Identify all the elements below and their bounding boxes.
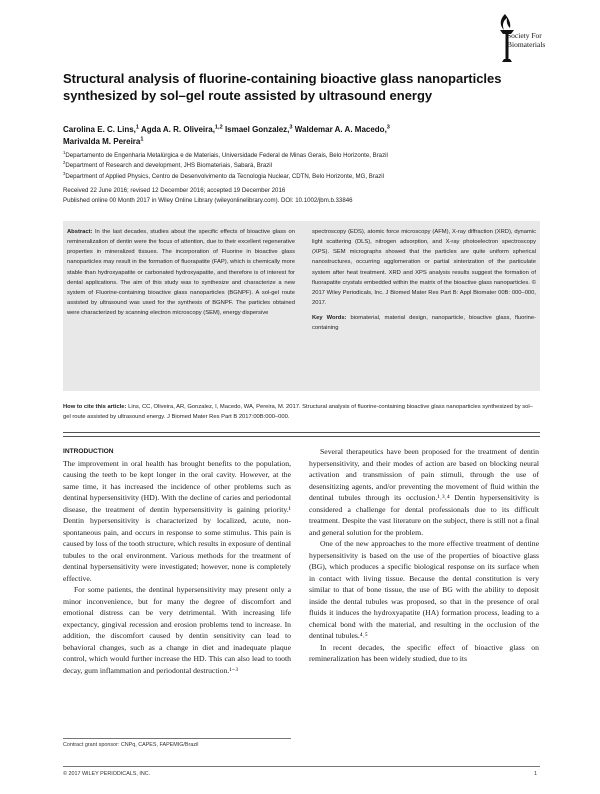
paragraph: In recent decades, the specific effect of bioactive glass on remineralization has been widely studied, due to its bbox=[309, 642, 539, 663]
author: Waldemar A. A. Macedo,$^3$ bbox=[294, 124, 390, 134]
introduction-heading: INTRODUCTION bbox=[63, 448, 114, 455]
body-left-column bbox=[63, 446, 291, 676]
society-name bbox=[507, 32, 577, 49]
section-divider bbox=[63, 432, 540, 433]
article-history bbox=[63, 186, 541, 207]
logo-line-2: Biomaterials bbox=[507, 39, 546, 49]
keywords-label: Key Words: bbox=[312, 315, 347, 322]
affiliation-line: $^2$Department of Research and development, JHS Biomateriais, Sabará, Brazil bbox=[63, 160, 272, 170]
affiliation-line: $^3$Department of Applied Physics, Centro de Desenvolvimento da Tecnologia Nuclear, CDTN, Belo Horizonte, MG, Brazil bbox=[63, 170, 384, 180]
footer-divider bbox=[63, 766, 540, 767]
abstract-text-left: In the last decades, studies about the specific effects of bioactive glass on remineralization of dentin were the focus of attention, due to their excellent regenerative properties in mineralized tissues. The incorporation of Fluorine in bioactive glass nanoparticles may result in the formation of fluorapatite (FAP), which is chemically more stable than hydroxyapatite or carbonated hydroxyapatite, and therefore is of interest for dental applications. The aim of this study was to synthesize and characterize a new system of Fluorine-containing bioactive glass nanoparticles (BGNPF). A sol-gel route assisted by ultrasound was used for the synthesis of BGNPF. The particles obtained were characterized by scanning electron microscopy (SEM), energy dispersive bbox=[67, 229, 295, 317]
copyright-footer: © 2017 WILEY PERIODICALS, INC. bbox=[63, 771, 151, 777]
citation-label: How to cite this article: bbox=[63, 404, 127, 410]
citation-text: Lins, CC, Oliveira, AR, Gonzalez, I, Macedo, WA, Pereira, M. 2017. Structural analysis of fluorine-containing bioactive glass nanoparticles synthesized by sol–gel route assisted by ultrasound energy. J Biomed Mater Res Part B 2017:00B:000–000. bbox=[63, 404, 533, 420]
logo-line-1: Society For bbox=[507, 31, 542, 40]
paragraph: For some patients, the dentinal hypersensitivity may present only a minor inconvenience, but for many the degree of discomfort and emotional distress can be very detrimental. With increasing life expectancy, gingival recession and erosion problems tend to increase. In addition, the discomfort caused by dentin sensitivity can lead to behavioral changes, such as a change in diet and inadequate plaque control, which would further increase the HD. This can also lead to tooth decay, gum inflammation and periodontal destruction.¹⁻³ bbox=[63, 585, 291, 675]
keywords bbox=[312, 313, 536, 333]
paragraph: The improvement in oral health has brought benefits to the population, causing the teeth to be kept longer in the oral cavity. However, at the same time, it has increased the incidence of other problems such as dentinal hypersensitivity (HD). With the decline of caries and periodontal disease, the treatment of dentin hypersensitivity is gaining priority.¹ Dentin hypersensitivity is characterized by localized, acute, non-spontaneous pain, and occurs in response to some stimulus. This pain is caused by loss of the tooth structure, which results in exposure of dentinal tubules to the oral environment. Various methods for the treatment of dentinal hypersensitivity were investigated; however, none is completely effective. bbox=[63, 458, 291, 583]
abstract-right-column bbox=[312, 227, 536, 334]
body-right-column bbox=[309, 446, 539, 665]
citation-block bbox=[63, 402, 540, 422]
abstract-text-right: spectroscopy (EDS), atomic force microscopy (AFM), X-ray diffraction (XRD), dynamic light scattering (DLS), nitrogen adsorption, and X-ray photoelectron spectroscopy (XPS). SEM micrographs showed that the particles are quite uniform spherical nanostructures, occurring agglomeration or partial sinterization of the particulate system after heat treatment. XRD and XPS analysis results suggest the formation of fluorapatite crystals embedded within the matrix of the bioactive glass nanoparticles. © 2017 Wiley Periodicals, Inc. J Biomed Mater Res Part B: Appl Biomater 00B: 000–000, 2017. bbox=[312, 229, 536, 307]
published-online: Published online 00 Month 2017 in Wiley Online Library (wileyonlinelibrary.com). DOI: 10.1002/jbm.b.33846 bbox=[63, 197, 353, 205]
section-divider bbox=[63, 436, 540, 437]
paper-title: Structural analysis of fluorine-containing bioactive glass nanoparticles synthesized by sol–gel route assisted by ultrasound energy bbox=[63, 71, 502, 103]
abstract-box bbox=[63, 221, 540, 391]
received-dates: Received 22 June 2016; revised 12 December 2016; accepted 19 December 2016 bbox=[63, 187, 286, 194]
abstract-left-column bbox=[67, 227, 295, 318]
author: Marivalda M. Pereira$^1$ bbox=[63, 136, 144, 146]
author: Ismael Gonzalez,$^3$ bbox=[224, 124, 293, 134]
footnote-divider bbox=[63, 738, 291, 739]
keywords-text: biomaterial, material design, nanoparticle, bioactive glass, fluorine-containing bbox=[312, 315, 536, 332]
affiliation-line: $^1$Departamento de Engenharia Metalúrgica e de Materiais, Universidade Federal de Minas Gerais, Belo Horizonte, Brazil bbox=[63, 149, 388, 159]
author: Agda A. R. Oliveira,$^{1,2}$ bbox=[140, 124, 223, 134]
page-number: 1 bbox=[534, 771, 538, 777]
abstract-label: Abstract: bbox=[67, 229, 93, 235]
paragraph: Several therapeutics have been proposed for the treatment of dentin hypersensitivity, and their modes of action are based on blocking neural activation and transmission of pain stimuli, through the use of desensitizing agents, and/or preventing the movement of fluid within the dentinal tubules through its occlusion.¹˒³˒⁴ Dentin hypersensitivity is considered a challenge for dental professionals due to its difficult treatment. Despite the vast literature on the subject, there is still not a final and general solution for the problem. bbox=[309, 447, 539, 537]
grant-sponsor: Contract grant sponsor: CNPq, CAPES, FAPEMIG/Brazil bbox=[63, 742, 199, 748]
author: Carolina E. C. Lins,$^1$ bbox=[63, 124, 140, 134]
author-list bbox=[63, 124, 541, 148]
paragraph: One of the new approaches to the more effective treatment of dentine hypersensitivity is based on the use of the properties of bioactive glass (BG), which produces a specific biological response on its surface when in contact with living tissue. Because the dental constitution is very similar to that of bone tissue, the use of BG with the ability to deposit inside the dental tubules was proposed, so that in the presence of oral fluids it induces the hydroxyapatite (HA) formation process, leading to a chemical bond with the material, and resulting in the occlusion of the dentinal tubules.⁴˒⁵ bbox=[309, 539, 539, 640]
affiliations bbox=[63, 151, 541, 182]
